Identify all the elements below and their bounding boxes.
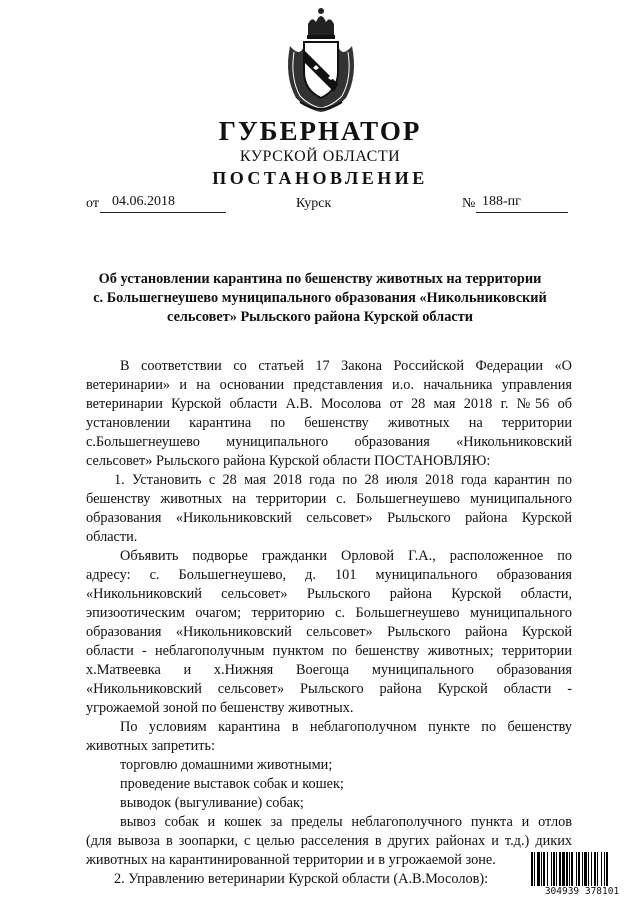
date-underline (100, 212, 226, 213)
body-line: установлении карантина по бешенству животных на территории (86, 415, 572, 431)
body-line: вывоз собак и кошек за пределы неблагополучного пункта и отлов (120, 814, 572, 830)
body-line: адресу: с. Большегнеушево, д. 101 муниципального образования (86, 567, 572, 583)
body-line: торговлю домашними животными; (120, 757, 333, 773)
document-date: 04.06.2018 (112, 194, 175, 209)
number-label: № (462, 196, 476, 211)
body-line: животных запретить: (86, 738, 215, 754)
title-line: с. Большегнеушево муниципального образования «Никольниковский (93, 290, 547, 306)
coat-of-arms-emblem (282, 6, 360, 116)
title-line: сельсовет» Рыльского района Курской области (167, 309, 473, 325)
body-line: В соответствии со статьей 17 Закона Российской Федерации «О (120, 358, 572, 374)
body-line: угрожаемой зоной по бешенству животных. (86, 700, 354, 716)
body-line: области. (86, 529, 138, 545)
body-line: По условиям карантина в неблагополучном пункте по бешенству (120, 719, 572, 735)
barcode-number: 304939 378101 (530, 886, 634, 897)
body-line: (для вывоза в зоопарки, с целью расселения в других районах и т.д.) диких (86, 833, 572, 849)
date-prefix: от (86, 196, 99, 211)
body-line: образования «Никольниковский сельсовет» Рыльского района Курской (86, 624, 572, 640)
body-line: области - неблагополучным пунктом по бешенству животных; территории (86, 643, 572, 659)
body-line: х.Матвеевка и х.Нижняя Воегоща муниципального образования (86, 662, 572, 678)
body-line: Объявить подворье гражданки Орловой Г.А., расположенное по (120, 548, 572, 564)
body-line: 2. Управлению ветеринарии Курской области (А.В.Мосолов): (114, 871, 489, 887)
body-line: животных на карантинированной территории и в угрожаемой зоне. (86, 852, 496, 868)
body-line: эпизоотическим очагом; территорию с. Большегнеушево муниципального (86, 605, 572, 621)
body-line: 1. Установить с 28 мая 2018 года по 28 июля 2018 года карантин по (114, 472, 572, 488)
document-number: 188-пг (482, 194, 521, 209)
document-city: Курск (296, 196, 332, 211)
body-line: бешенству животных на территории с. Большегнеушево муниципального (86, 491, 572, 507)
body-line: ветеринарии» и на основании представления и.о. начальника управления (86, 377, 572, 393)
issuer-region: КУРСКОЙ ОБЛАСТИ (239, 148, 401, 165)
document-title (60, 270, 580, 327)
title-line: Об установлении карантина по бешенству животных на территории (98, 271, 542, 287)
document-type: ПОСТАНОВЛЕНИЕ (212, 168, 428, 188)
body-line: ветеринарии Курской области А.В. Мосолова от 28 мая 2018 г. №56 об (86, 396, 572, 412)
issuer-title: ГУБЕРНАТОР (218, 116, 422, 146)
body-line: проведение выставок собак и кошек; (120, 776, 344, 792)
body-line: образования «Никольниковский сельсовет» Рыльского района Курской (86, 510, 572, 526)
body-line: сельсовет» Рыльского района Курской области ПОСТАНОВЛЯЮ: (86, 453, 491, 469)
body-line: с.Большегнеушево муниципального образования «Никольниковский (86, 434, 572, 450)
body-line: «Никольниковский сельсовет» Рыльского района Курской области, (86, 586, 572, 602)
body-line: выводок (выгуливание) собак; (120, 795, 304, 811)
number-underline (476, 212, 568, 213)
body-line: «Никольниковский сельсовет» Рыльского района Курской области - (86, 681, 572, 697)
